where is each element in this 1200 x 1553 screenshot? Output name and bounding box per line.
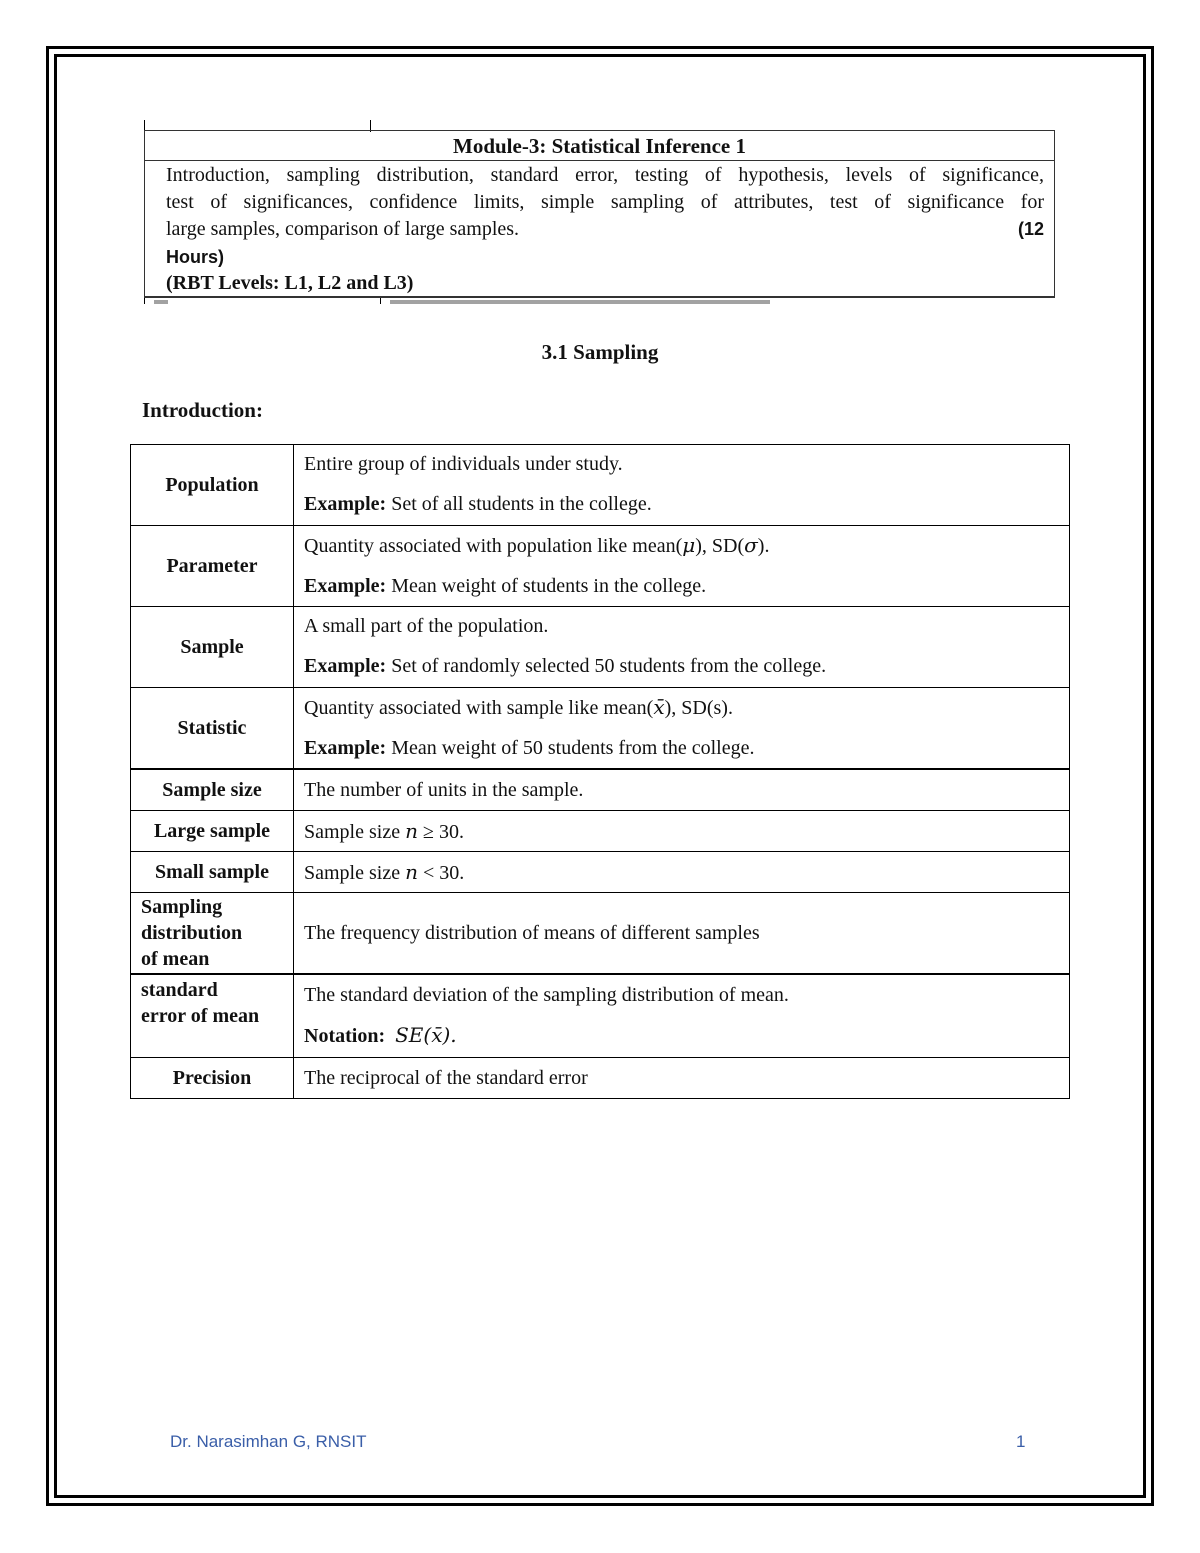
example-label: Example: — [304, 493, 387, 515]
hours-open: (12 — [1017, 219, 1044, 239]
definition-text-part: ), SD(s). — [664, 696, 733, 719]
example-label: Example: — [304, 736, 387, 759]
module-syllabus-box — [144, 120, 1056, 304]
notation-line — [304, 1022, 1069, 1049]
table-row — [131, 811, 1070, 852]
definitions-table — [130, 444, 1070, 1099]
table-row — [131, 1058, 1070, 1099]
hours-close: Hours) — [166, 247, 224, 267]
example-line — [304, 491, 1069, 517]
math-symbol: σ — [744, 532, 758, 557]
term-line: of mean — [141, 948, 210, 970]
definition-text — [304, 532, 1069, 559]
definition-text: The standard deviation of the sampling distribution of mean. — [304, 983, 789, 1006]
syllabus-line — [166, 216, 1044, 243]
term-cell — [131, 893, 294, 975]
definition-cell — [294, 811, 1070, 852]
example-text: Mean weight of students in the college. — [391, 574, 707, 597]
example-line — [304, 573, 1069, 599]
term-cell — [131, 974, 294, 1058]
example-label: Example: — [304, 655, 387, 677]
table-row — [131, 526, 1070, 607]
table-row — [131, 893, 1070, 975]
table-tick — [144, 298, 145, 304]
definition-text-part: < 30. — [417, 861, 465, 884]
syllabus-line: test of significances, confidence limits, simple sampling of attributes, test of significance for — [166, 191, 1044, 213]
syllabus-line: Introduction, sampling distribution, standard error, testing of hypothesis, levels of significance, — [166, 164, 1044, 186]
footer-page-number: 1 — [1016, 1432, 1026, 1451]
definition-text-part: ), SD( — [695, 534, 745, 557]
footer-author: Dr. Narasimhan G, RNSIT — [170, 1432, 367, 1451]
example-text: Set of randomly selected 50 students from the college. — [391, 655, 827, 677]
cropped-next-row — [144, 298, 1055, 304]
math-symbol: μ — [682, 532, 696, 557]
definition-text — [304, 694, 1069, 721]
term-cell: Precision — [131, 1058, 294, 1099]
definition-cell — [294, 607, 1070, 688]
definition-text-part: Quantity associated with sample like mean( — [304, 696, 654, 719]
example-text: Mean weight of 50 students from the college. — [391, 736, 755, 759]
definition-cell: The number of units in the sample. — [294, 769, 1070, 811]
definition-text-part: Quantity associated with population like mean( — [304, 534, 683, 557]
module-divider — [144, 160, 1055, 161]
math-symbol: n — [405, 818, 418, 843]
term-cell: Small sample — [131, 852, 294, 893]
example-line — [304, 653, 1069, 679]
module-syllabus-text — [166, 162, 1044, 243]
term-cell: Population — [131, 445, 294, 526]
definition-text-part: ). — [757, 534, 770, 557]
example-label: Example: — [304, 574, 387, 597]
definition-cell: The frequency distribution of means of different samples — [294, 893, 1070, 975]
definition-text-part: Sample size — [304, 861, 406, 884]
table-row — [131, 974, 1070, 1058]
math-symbol: x̄ — [653, 694, 665, 719]
syllabus-line-text: large samples, comparison of large samples. — [166, 218, 520, 240]
notation-label: Notation: — [304, 1024, 386, 1047]
table-row — [131, 607, 1070, 688]
table-row — [131, 769, 1070, 811]
table-row — [131, 445, 1070, 526]
section-title: 3.1 Sampling — [541, 340, 659, 364]
term-cell: Large sample — [131, 811, 294, 852]
term-cell: Parameter — [131, 526, 294, 607]
definition-cell: The reciprocal of the standard error — [294, 1058, 1070, 1099]
definition-cell — [294, 526, 1070, 607]
definition-text-part: Sample size — [304, 820, 406, 843]
intro-heading: Introduction: — [142, 398, 263, 422]
term-line: Sampling — [141, 896, 223, 918]
definition-text-part: ≥ 30. — [417, 820, 464, 843]
math-symbol: n — [405, 859, 418, 884]
rbt-levels: (RBT Levels: L1, L2 and L3) — [166, 272, 414, 294]
definition-cell — [294, 852, 1070, 893]
table-row — [131, 852, 1070, 893]
cropped-text — [154, 300, 168, 304]
cropped-text — [390, 300, 770, 304]
definition-text: A small part of the population. — [304, 615, 549, 637]
definition-cell — [294, 974, 1070, 1058]
term-cell: Sample — [131, 607, 294, 688]
term-cell: Sample size — [131, 769, 294, 811]
definition-cell — [294, 688, 1070, 770]
term-cell: Statistic — [131, 688, 294, 770]
module-title: Module-3: Statistical Inference 1 — [453, 134, 746, 158]
example-text: Set of all students in the college. — [391, 493, 652, 515]
definition-text: Entire group of individuals under study. — [304, 453, 623, 475]
term-line: distribution — [141, 922, 243, 944]
table-tick — [380, 298, 381, 304]
term-line: error of mean — [141, 1005, 260, 1027]
term-line: standard — [141, 979, 218, 1001]
definition-cell — [294, 445, 1070, 526]
notation-formula: SE(x̄). — [395, 1022, 457, 1047]
table-row — [131, 688, 1070, 770]
example-line — [304, 735, 1069, 761]
